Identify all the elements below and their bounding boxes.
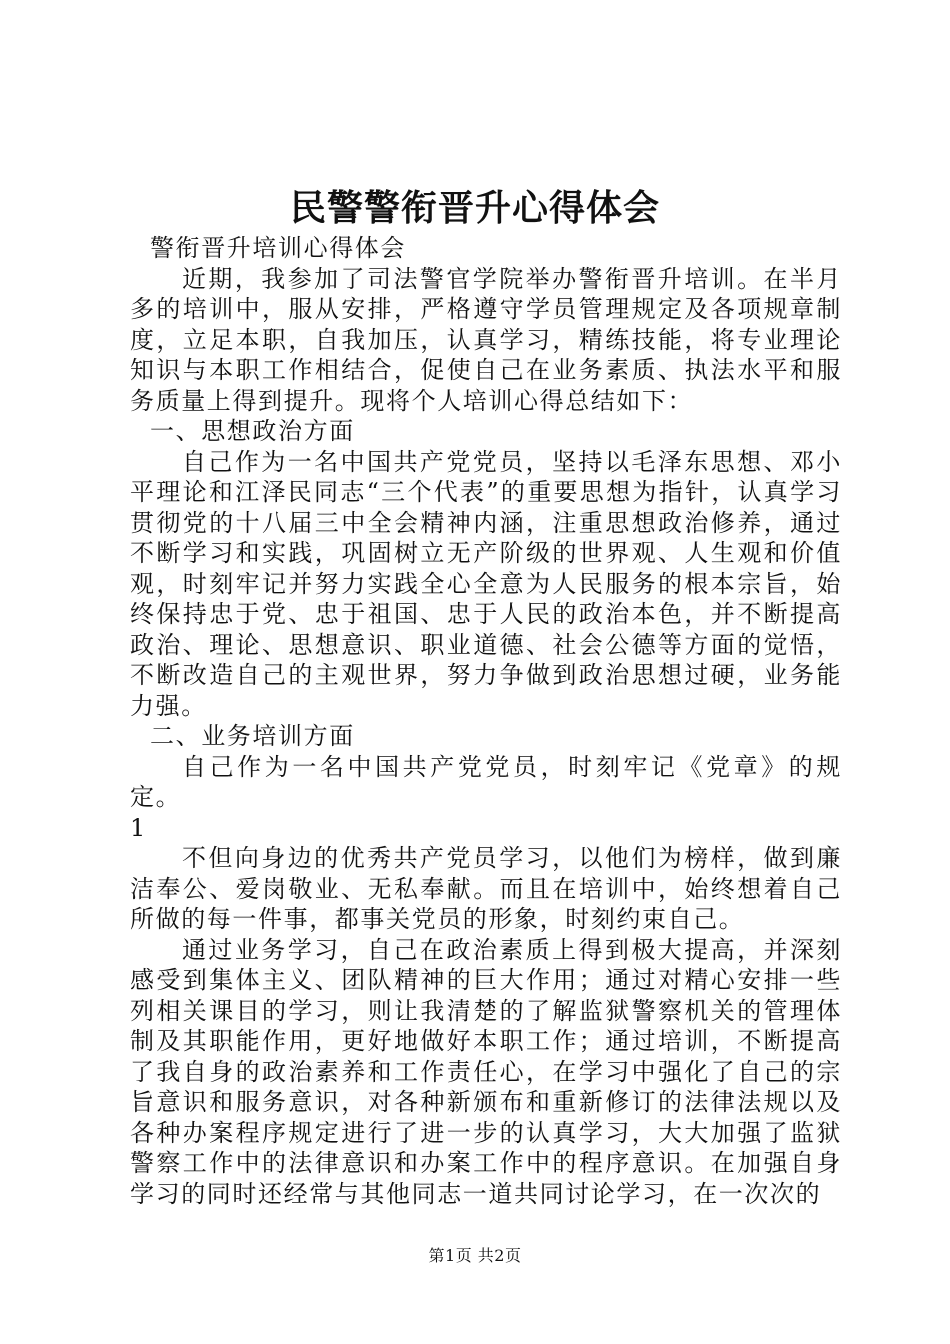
paragraph: 通过业务学习，自己在政治素质上得到极大提高，并深刻感受到集体主义、团队精神的巨大作用；通过对精心安排一些列相关课目的学习，则让我清楚的了解监狱警察机关的管理体制及其职能作用，更好地做好本职工作；通过培训，不断提高了我自身的政治素养和工作责任心，在学习中强化了自己的宗旨意识和服务意识，对各种新颁布和重新修订的法律法规以及各种办案程序规定进行了进一步的认真学习，大大加强了监狱警察工作中的法律意识和办案工作中的程序意识。在加强自身学习的同时还经常与其他同志一道共同讨论学习，在一次次的 bbox=[130, 935, 842, 1208]
paragraph: 自己作为一名中国共产党党员，时刻牢记《党章》的规定。 bbox=[130, 752, 842, 811]
paragraph: 自己作为一名中国共产党党员，坚持以毛泽东思想、邓小平理论和江泽民同志“三个代表”的重要思想为指针，认真学习贯彻党的十八届三中全会精神内涵，注重思想政治修养，通过不断学习和实践，巩固树立无产阶级的世界观、人生观和价值观，时刻牢记并努力实践全心全意为人民服务的根本宗旨，始终保持忠于党、忠于祖国、忠于人民的政治本色，并不断提高政治、理论、思想意识、职业道德、社会公德等方面的觉悟，不断改造自己的主观世界，努力争做到政治思想过硬，业务能力强。 bbox=[130, 447, 842, 720]
section-heading: 警衔晋升培训心得体会 bbox=[150, 234, 406, 262]
paragraph: 近期，我参加了司法警官学院举办警衔晋升培训。在半月多的培训中，服从安排，严格遵守学员管理规定及各项规章制度，立足本职，自我加压，认真学习，精练技能，将专业理论知识与本职工作相结合，促使自己在业务素质、执法水平和服务质量上得到提升。现将个人培训心得总结如下： bbox=[130, 264, 842, 415]
document-title: 民警警衔晋升心得体会 bbox=[289, 187, 660, 229]
document-body bbox=[130, 233, 842, 1209]
footnote-marker: 1 bbox=[130, 813, 147, 842]
page-number: 第1页 共2页 bbox=[428, 1246, 522, 1265]
section-heading: 一、思想政治方面 bbox=[150, 417, 355, 445]
section-heading: 二、业务培训方面 bbox=[150, 722, 355, 750]
paragraph: 不但向身边的优秀共产党员学习，以他们为榜样，做到廉洁奉公、爱岗敬业、无私奉献。而且在培训中，始终想着自己所做的每一件事，都事关党员的形象，时刻约束自己。 bbox=[130, 844, 842, 933]
